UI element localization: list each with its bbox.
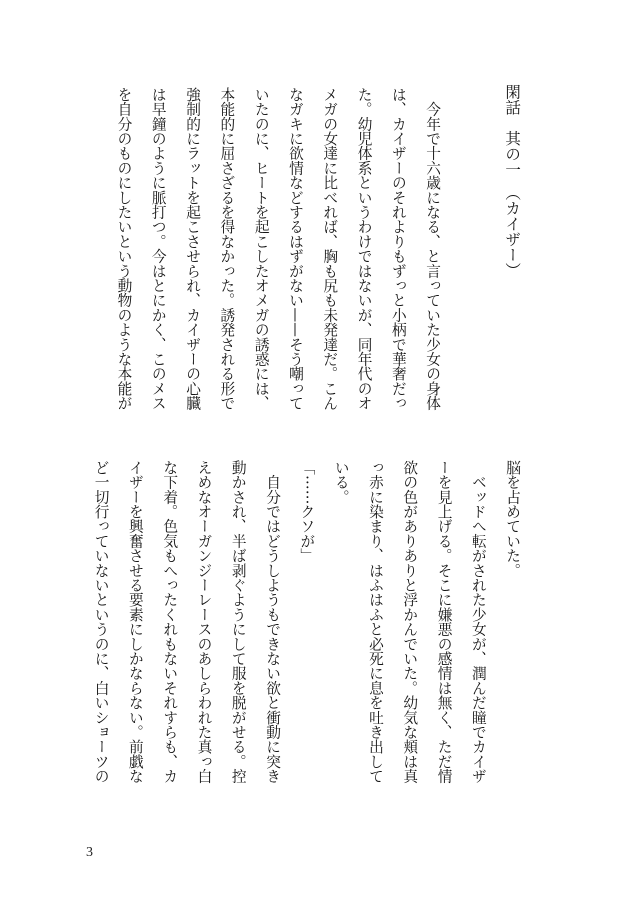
text-line: えめなオーガンジーレースのあしらわれた真っ白 — [195, 460, 213, 784]
text-line: 脳を占めていた。 — [504, 460, 522, 578]
text-line: は、カイザーのそれよりもずっと小柄で華奢だっ — [389, 87, 407, 411]
text-line: イザーを興奮させる要素にしかならない。前戯な — [126, 460, 144, 784]
text-line: 強制的にラットを起こさせられ、カイザーの心臓 — [184, 87, 202, 411]
chapter-title: 閑話 其の一 （カイザー） — [503, 84, 522, 278]
ellipsis-mark: …… — [302, 474, 320, 505]
text-line: な下着。色気もへったくれもないそれすらも、カ — [161, 460, 179, 784]
text-line: メガの女達に比べれば、胸も尻も未発達だ。こん — [321, 87, 339, 411]
text-line: っ赤に染まり、はふはふと必死に息を吐き出して — [366, 460, 384, 784]
text-line: 動かされ、半ば剥ぐようにして服を脱がせる。控 — [229, 460, 247, 784]
text-line: いる。 — [332, 460, 350, 505]
lower-tier-text — [83, 460, 529, 784]
text-line: 欲の色がありありと浮かんでいた。幼気な頬は真 — [401, 460, 419, 784]
text-line: 本能的に屈さざるを得なかった。誘発される形で — [218, 87, 236, 411]
upper-tier-text — [106, 87, 449, 411]
text-line: ベッドへ転がされた少女が、潤んだ瞳でカイザ — [469, 460, 487, 784]
page-number: 3 — [86, 845, 93, 860]
text-line: ど一切行っていないというのに、白いショーツの — [92, 460, 110, 784]
text-line: なガキに欲情などするはずがない——そう嘲って — [286, 87, 304, 411]
text-line: た。幼児体系というわけではないが、同年代のオ — [355, 87, 373, 411]
text-line: を自分のものにしたいという動物のような本能が — [115, 87, 133, 411]
text-line: は早鐘のように脈打つ。今はとにかく、このメス — [149, 87, 167, 411]
text-line: 自分ではどうしようもできない欲と衝動に突き — [264, 460, 282, 784]
text-line: ーを見上げる。そこに嫌悪の感情は無く、ただ情 — [435, 460, 453, 784]
dialogue-line: 「……クソが」 — [298, 460, 320, 563]
text-line: いたのに、ヒートを起こしたオメガの誘惑には、 — [252, 87, 270, 411]
text-line: 今年で十六歳になる、と言っていた少女の身体 — [424, 87, 442, 411]
dash-mark: —— — [286, 307, 304, 337]
